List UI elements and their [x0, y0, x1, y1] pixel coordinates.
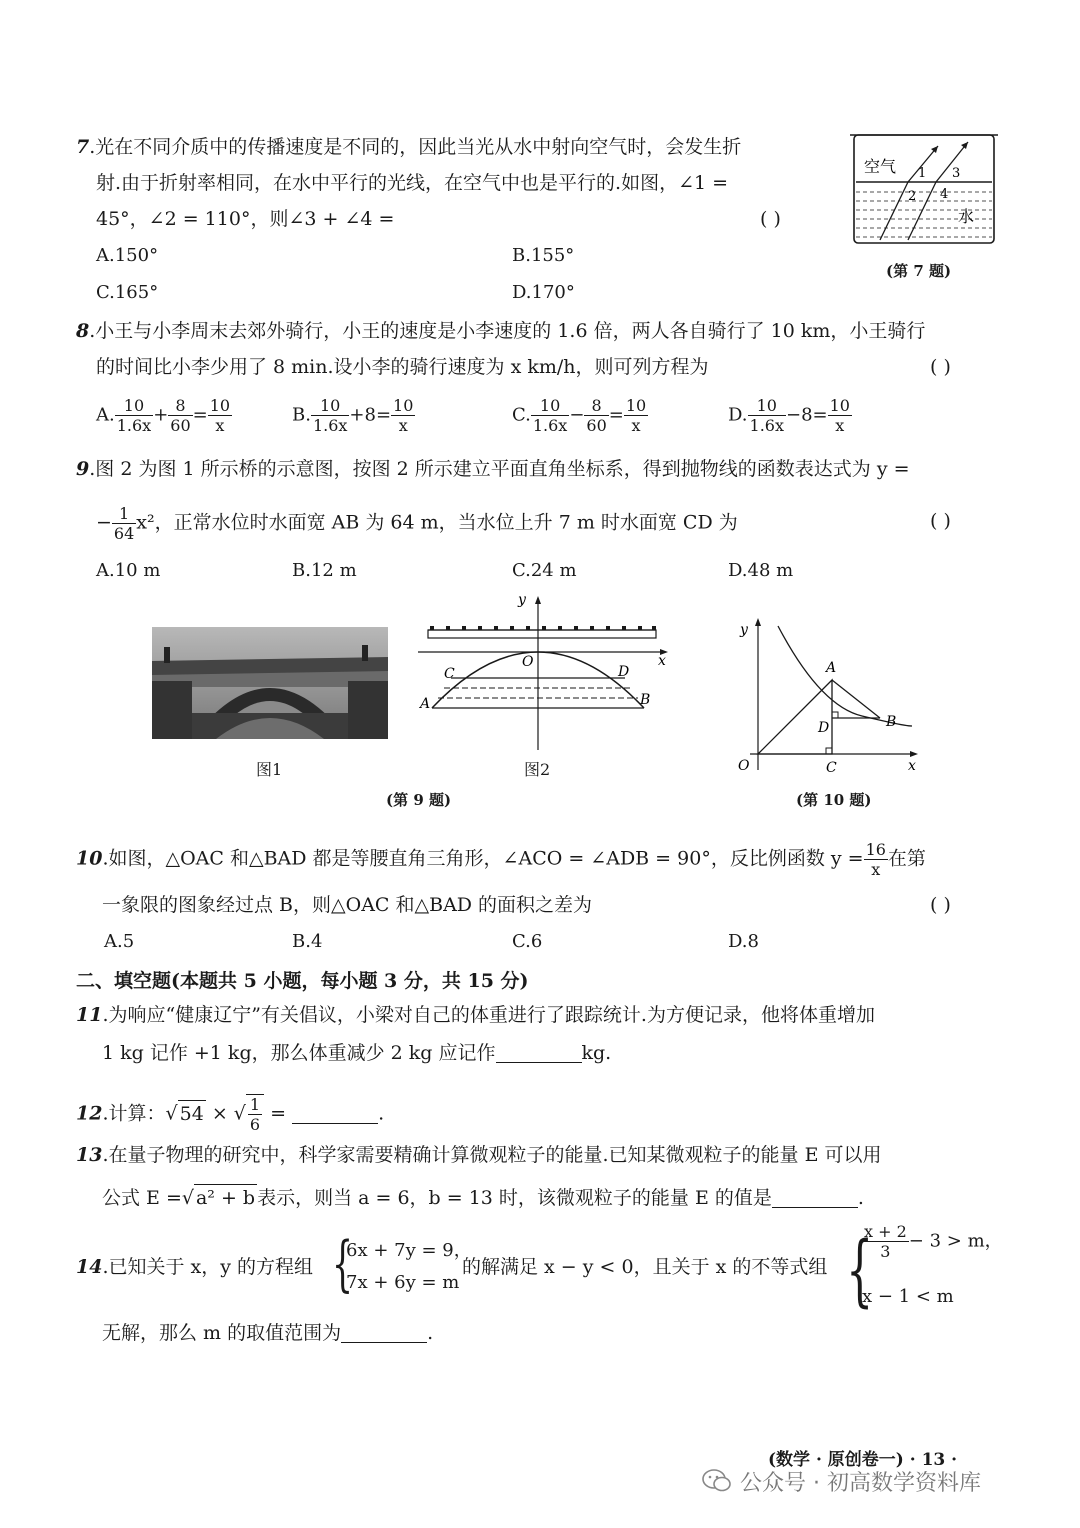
q10-number: 10: [76, 847, 103, 870]
q9-line-2: − $\frac{1}{64}$ x²，正常水位时水面宽 AB 为 64 m，当水位上升 7 m 时水面宽 CD 为: [96, 504, 738, 543]
q9-caption: (第 9 题): [386, 791, 452, 809]
q9-figure-1-label: 图1: [256, 760, 283, 779]
q14-equation-2: 7x + 6y = m: [346, 1272, 460, 1293]
q7-figure-beaker: [848, 130, 1000, 255]
q10-caption: (第 10 题): [796, 791, 872, 809]
q7-line-1: 7.光在不同介质中的传播速度是不同的，因此当光从水中射向空气时，会发生折: [76, 136, 742, 158]
svg-text:D: D: [818, 720, 830, 736]
svg-text:2: 2: [908, 189, 917, 204]
svg-text:A: A: [420, 696, 431, 712]
q9-answer-paren: ( ): [930, 510, 951, 532]
page-footer: (数学 · 原创卷一) · 13 ·: [768, 1450, 958, 1470]
svg-text:B: B: [640, 692, 651, 708]
q10-line-1: 10.如图，△OAC 和△BAD 都是等腰直角三角形，∠ACO = ∠ADB = 90°，反比例函数 y = $\frac{16}{x}$ 在第: [76, 840, 926, 879]
q7-answer-paren: ( ): [760, 208, 781, 230]
q11-number: 11: [76, 1004, 103, 1026]
q9-number: 9: [76, 458, 90, 480]
q10-line-2: 一象限的图象经过点 B，则△OAC 和△BAD 的面积之差为: [102, 894, 593, 916]
q7-number: 7: [76, 136, 90, 158]
svg-text:D: D: [618, 664, 630, 680]
q14-answer-blank[interactable]: [341, 1322, 427, 1343]
q14-number: 14: [76, 1256, 103, 1278]
q10-option-d: D.8: [728, 931, 759, 952]
q9-figure-2-label: 图2: [524, 760, 551, 779]
section-2-heading: 二、填空题(本题共 5 小题，每小题 3 分，共 15 分): [76, 970, 529, 992]
q14-inequality-brace: {: [846, 1226, 874, 1316]
q13-line-2: 公式 E =√ a² + b 表示，则当 a = 6，b = 13 时，该微观粒子的能量 E 的值是 .: [102, 1184, 864, 1211]
svg-text:3: 3: [952, 166, 961, 181]
q14-inequality-1: $\frac{x + 2}{3}$ − 3 > m，: [864, 1222, 1003, 1261]
q14-equation-1: 6x + 7y = 9，: [346, 1240, 472, 1261]
q8-line-1: 8.小王与小李周末去郊外骑行，小王的速度是小李速度的 1.6 倍，两人各自骑行了 10 km，小王骑行: [76, 320, 926, 342]
q7-option-b: B.155°: [512, 245, 575, 266]
q10-option-c: C.6: [512, 931, 543, 952]
q10-option-b: B.4: [292, 931, 323, 952]
q11-line-2: 1 kg 记作 +1 kg，那么体重减少 2 kg 应记作 kg.: [102, 1042, 612, 1064]
q10-option-a: A.5: [104, 931, 135, 952]
q12-number: 12: [76, 1102, 103, 1125]
q14-line-2: 无解，那么 m 的取值范围为 .: [102, 1322, 434, 1344]
q14-inequality-2: x − 1 < m: [862, 1286, 954, 1307]
q14-line-1-pre: 14.已知关于 x，y 的方程组: [76, 1256, 314, 1278]
svg-text:O: O: [738, 758, 750, 774]
q7-option-c: C.165°: [96, 282, 159, 303]
q11-answer-blank[interactable]: [496, 1042, 582, 1063]
q9-figure-1-bridge-photo: [152, 627, 388, 739]
q7-line-3: 45°，∠2 = 110°，则∠3 + ∠4 =: [96, 208, 395, 230]
q9-figure-2-diagram: [418, 592, 680, 752]
q7-fig-air-label: 空气: [864, 157, 897, 176]
q13-line-1: 13.在量子物理的研究中，科学家需要精确计算微观粒子的能量.已知某微观粒子的能量 E 可以用: [76, 1144, 882, 1166]
q9-option-a: A.10 m: [96, 560, 161, 581]
q14-line-1-mid: 的解满足 x − y < 0，且关于 x 的不等式组: [462, 1256, 828, 1278]
q8-option-d: D. $\frac{10}{1.6x}$ −8= $\frac{10}{x}$: [728, 396, 850, 435]
svg-text:C: C: [826, 760, 837, 776]
q7-option-a: A.150°: [96, 245, 159, 266]
svg-text:4: 4: [940, 187, 949, 202]
q7-option-d: D.170°: [512, 282, 575, 303]
svg-text:A: A: [826, 660, 837, 676]
q8-number: 8: [76, 320, 90, 342]
wechat-icon: [702, 1468, 732, 1494]
watermark: 公众号 · 初高数学资料库: [740, 1471, 981, 1496]
q9-option-c: C.24 m: [512, 560, 577, 581]
svg-text:x: x: [658, 653, 666, 669]
q12-line: 12.计算：√ 54 × √ $\frac{1}{6}$ = .: [76, 1095, 385, 1134]
svg-text:x: x: [908, 758, 916, 774]
q13-number: 13: [76, 1144, 103, 1166]
q9-option-d: D.48 m: [728, 560, 794, 581]
q10-figure-diagram: [730, 612, 930, 777]
q9-option-b: B.12 m: [292, 560, 357, 581]
svg-text:C: C: [444, 666, 455, 682]
q8-answer-paren: ( ): [930, 356, 951, 378]
q9-line-1: 9.图 2 为图 1 所示桥的示意图，按图 2 所示建立平面直角坐标系，得到抛物线的函数表达式为 y =: [76, 458, 910, 480]
svg-text:y: y: [740, 622, 748, 638]
q13-answer-blank[interactable]: [772, 1187, 858, 1208]
q14-system-brace: {: [332, 1229, 354, 1299]
svg-text:y: y: [518, 592, 526, 608]
q8-option-c: C. $\frac{10}{1.6x}$ − $\frac{8}{60}$ = $\frac{10}{x}$: [512, 396, 647, 435]
svg-text:O: O: [522, 654, 534, 670]
q7-caption: (第 7 题): [886, 262, 952, 280]
q7-line-2: 射.由于折射率相同，在水中平行的光线，在空气中也是平行的.如图，∠1 =: [96, 172, 729, 194]
q11-line-1: 11.为响应“健康辽宁”有关倡议，小梁对自己的体重进行了跟踪统计.为方便记录，他将体重增加: [76, 1004, 875, 1026]
q8-option-a: A. $\frac{10}{1.6x}$ + $\frac{8}{60}$ = $\frac{10}{x}$: [96, 396, 231, 435]
q12-answer-blank[interactable]: [292, 1103, 378, 1124]
svg-text:1: 1: [918, 166, 927, 181]
svg-text:B: B: [886, 714, 897, 730]
q10-answer-paren: ( ): [930, 894, 951, 916]
q8-option-b: B. $\frac{10}{1.6x}$ +8= $\frac{10}{x}$: [292, 396, 414, 435]
q8-line-2: 的时间比小李少用了 8 min.设小李的骑行速度为 x km/h，则可列方程为: [96, 356, 709, 378]
q7-fig-water-label: 水: [958, 207, 975, 226]
